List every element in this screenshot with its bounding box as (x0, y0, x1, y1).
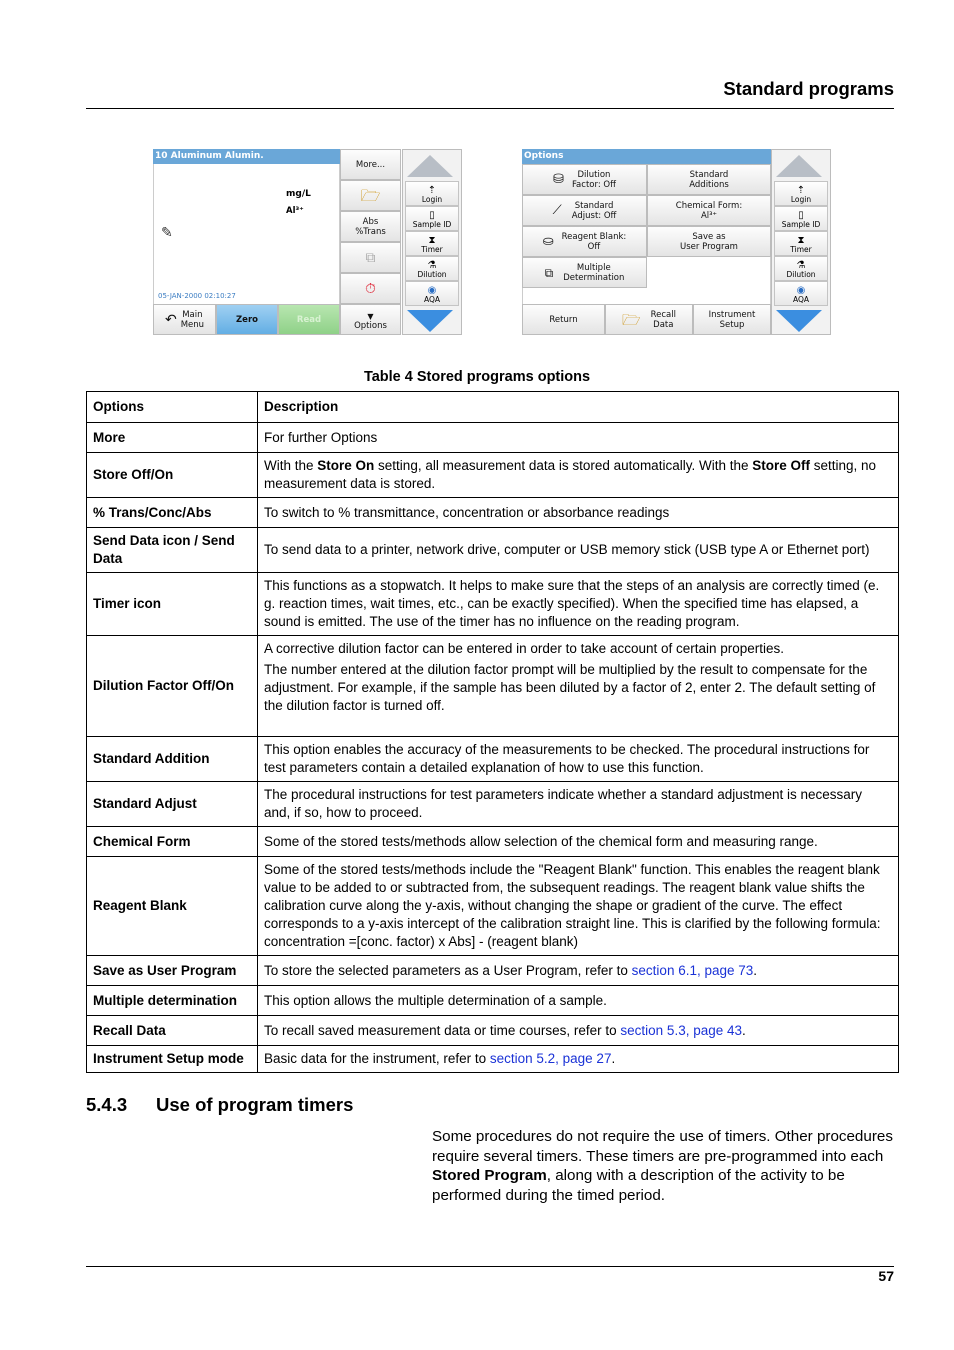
login-icon: ⇡ (427, 185, 437, 196)
multiple-icon: ⧉ (544, 265, 554, 280)
dilution-icon: ⚗ (796, 260, 806, 271)
timer-nav-icon: ⧗ (797, 235, 805, 246)
read-button[interactable] (278, 304, 340, 335)
nav-panel-2 (771, 149, 831, 335)
col-description-header: Description (258, 392, 899, 423)
nav-panel (402, 149, 462, 335)
description-cell: For further Options (258, 423, 899, 453)
table-row (87, 827, 899, 857)
sample-id-label: Sample ID (412, 220, 452, 229)
description-cell: To switch to % transmittance, concentration or absorbance readings (258, 498, 899, 528)
dilution-button[interactable] (405, 256, 459, 281)
login-button[interactable] (774, 181, 828, 206)
options-button[interactable] (340, 304, 401, 335)
option-cell: Reagent Blank (87, 857, 258, 956)
section-number: 5.4.3 (86, 1094, 128, 1115)
description-cell: This option enables the accuracy of the measurements to be checked. The procedural instructions for test parameters contain a detailed explanation of how to use this function. (258, 737, 899, 782)
scroll-up-icon[interactable] (776, 155, 822, 177)
options-label: Options (354, 321, 387, 331)
options-title: Options (522, 149, 771, 164)
description-cell (258, 636, 899, 737)
col-options-header: Options (87, 392, 258, 423)
return-label: Return (549, 314, 578, 325)
table-row (87, 986, 899, 1016)
option-cell: % Trans/Conc/Abs (87, 498, 258, 528)
text-span: To recall saved measurement data or time courses, refer to (264, 1022, 621, 1038)
table-row (87, 1046, 899, 1073)
menu-label: Menu (180, 319, 205, 330)
bold-span: Store Off (752, 458, 810, 473)
scroll-up-icon[interactable] (407, 155, 453, 177)
running-header-title: Standard programs (723, 78, 894, 99)
aqa-label: AQA (423, 295, 441, 304)
vial-icon: ⛀ (542, 233, 554, 249)
program-title: 10 Aluminum Alumin. (153, 149, 340, 164)
blank-line-2: Off (587, 241, 601, 252)
scroll-down-icon[interactable] (776, 310, 822, 332)
options-arrow-icon: ▼ (367, 312, 374, 321)
option-cell: Multiple determination (87, 986, 258, 1016)
table-row (87, 453, 899, 498)
std-add-line-1: Standard (689, 169, 729, 180)
aqa-label: AQA (792, 295, 810, 304)
timer-nav-icon: ⧗ (428, 235, 436, 246)
std-adj-line-1: Standard (574, 200, 614, 211)
text-span: . (742, 1022, 746, 1038)
section-link[interactable]: section 5.3, page 43 (620, 1022, 742, 1038)
text-span: Basic data for the instrument, refer to (264, 1051, 490, 1066)
option-cell: Standard Adjust (87, 782, 258, 827)
save-user-program-button[interactable] (647, 226, 771, 257)
sample-id-icon: ▯ (429, 210, 435, 221)
table-row (87, 956, 899, 986)
body-paragraph (432, 1127, 902, 1205)
sample-id-button[interactable] (774, 206, 828, 231)
chem-line-1: Chemical Form: (675, 200, 743, 211)
dilution-line-2: Factor: Off (571, 179, 616, 190)
abs-trans-button[interactable] (340, 211, 401, 242)
timer-label: Timer (421, 245, 443, 254)
multi-line-2: Determination (563, 272, 625, 283)
setup-line-1: Instrument (708, 309, 756, 320)
bold-span: Store On (317, 458, 375, 473)
login-icon: ⇡ (796, 185, 806, 196)
instrument-setup-button[interactable] (693, 304, 771, 335)
table-row (87, 1016, 899, 1046)
table-caption: Table 4 Stored programs options (363, 369, 591, 385)
folder-icon: 🗁 (622, 310, 641, 329)
description-cell: The procedural instructions for test parameters indicate whether a standard adjustment is necessary and, if so, how to proceed. (258, 782, 899, 827)
reagent-blank-button[interactable] (522, 226, 647, 257)
description-cell (258, 956, 899, 986)
dilution-factor-button[interactable] (522, 164, 647, 195)
send-data-icon[interactable]: ⧉ (340, 242, 401, 273)
description-cell: This option allows the multiple determination of a sample. (258, 986, 899, 1016)
store-folder-icon[interactable]: 🗁 (340, 180, 401, 211)
table-row (87, 528, 899, 573)
timer-nav-button[interactable] (774, 231, 828, 256)
description-paragraph: A corrective dilution factor can be entered in order to take account of certain properties. (264, 641, 785, 656)
chemical-form-button[interactable] (647, 195, 771, 226)
option-cell: Timer icon (87, 573, 258, 636)
section-title: Use of program timers (156, 1094, 354, 1115)
save-line-2: User Program (680, 241, 738, 252)
recall-line-1: Recall (650, 309, 676, 320)
table-row (87, 857, 899, 956)
description-cell: To send data to a printer, network drive, computer or USB memory stick (USB type A or Ethernet port) (258, 528, 899, 573)
option-cell: Instrument Setup mode (87, 1046, 258, 1073)
scroll-down-icon[interactable] (407, 310, 453, 332)
more-label: More... (355, 159, 386, 170)
description-cell: This functions as a stopwatch. It helps to make sure that the steps of an analysis are correctly timed (e. g. reaction times, wait times, etc., can be exactly specified). When the specified time has elapsed, a sound is emitted. The use of the timer has no influence on the reading program. (258, 573, 899, 636)
sample-id-button[interactable] (405, 206, 459, 231)
standard-adjust-button[interactable] (522, 195, 647, 226)
description-cell: Some of the stored tests/methods include the "Reagent Blank" function. This enables the reagent blank value to be added to or subtracted from, the subsequent readings. The reagent blank value shifts the calibration curve along the y-axis, without changing the shape or gradient of the curve. The effect corresponds to a y-axis intercept of the calibration straight line. This is clarified by the following formula: concentration =[conc. factor) x Abs] - (reagent blank) (258, 857, 899, 956)
header-rule (86, 108, 894, 109)
text-span: To store the selected parameters as a User Program, refer to (264, 962, 632, 978)
sample-id-label: Sample ID (781, 220, 821, 229)
description-cell (258, 453, 899, 498)
table-row (87, 737, 899, 782)
multiple-determination-button[interactable] (522, 257, 647, 288)
recall-line-2: Data (653, 319, 674, 330)
text-span: setting, no measurement data is stored. (264, 458, 877, 491)
description-cell (258, 1046, 899, 1073)
option-cell: Store Off/On (87, 453, 258, 498)
option-cell: Chemical Form (87, 827, 258, 857)
recall-data-button[interactable] (605, 304, 693, 335)
text-span: setting, all measurement data is stored automatically. With the (374, 458, 753, 473)
text-span: . (611, 1051, 616, 1066)
aqa-button[interactable] (774, 281, 828, 306)
chem-line-2: Al³⁺ (700, 210, 718, 221)
options-table (86, 391, 899, 1073)
species-label: Al³⁺ (286, 206, 304, 216)
save-line-1: Save as (692, 231, 726, 242)
bold-span: Stored Program (432, 1167, 547, 1184)
footer-rule (86, 1266, 894, 1267)
option-cell: Standard Addition (87, 737, 258, 782)
zero-label: Zero (236, 314, 258, 325)
text-span: Some procedures do not require the use of timers. Other procedures require several timers. These timers are pre-programmed into each (432, 1128, 893, 1165)
dilution-icon: ⚗ (427, 260, 437, 271)
edit-icon[interactable]: ✎ (161, 225, 173, 241)
description-cell (258, 1016, 899, 1046)
section-link[interactable]: section 5.2, page 27 (489, 1051, 612, 1066)
multi-line-1: Multiple (576, 262, 611, 273)
trans-label: %Trans (355, 226, 386, 237)
dilution-line-1: Dilution (577, 169, 611, 180)
more-button[interactable] (340, 149, 401, 180)
screenshot-measurement (153, 149, 462, 335)
dilution-factor-icon: ⛁ (553, 171, 564, 187)
login-label: Login (790, 195, 812, 204)
aqa-icon: ◉ (427, 285, 437, 296)
table-row (87, 423, 899, 453)
table-row (87, 782, 899, 827)
main-menu-button[interactable] (153, 304, 216, 335)
abs-label: Abs (362, 216, 379, 227)
option-cell: Send Data icon / Send Data (87, 528, 258, 573)
login-label: Login (421, 195, 443, 204)
aqa-button[interactable] (405, 281, 459, 306)
standard-additions-button[interactable] (647, 164, 771, 195)
section-link[interactable]: section 6.1, page 73 (631, 962, 754, 978)
option-cell: Save as User Program (87, 956, 258, 986)
main-label: Main (182, 309, 203, 320)
blank-line-1: Reagent Blank: (561, 231, 627, 242)
option-cell: Dilution Factor Off/On (87, 636, 258, 737)
timer-nav-button[interactable] (405, 231, 459, 256)
unit-label: mg/L (286, 189, 311, 199)
section-heading (86, 1094, 353, 1116)
table-row (87, 498, 899, 528)
option-cell: More (87, 423, 258, 453)
text-span: With the (264, 458, 318, 473)
setup-line-2: Setup (719, 319, 745, 330)
std-add-line-2: Additions (689, 179, 729, 190)
graph-icon: ⟋ (552, 202, 562, 218)
dilution-button[interactable] (774, 256, 828, 281)
aqa-icon: ◉ (796, 285, 806, 296)
table-header-row (87, 392, 899, 423)
datetime: 05-JAN-2000 02:10:27 (158, 292, 236, 300)
page-number: 57 (878, 1268, 894, 1284)
back-arrow-icon: ↶ (164, 311, 177, 328)
timer-label: Timer (790, 245, 812, 254)
return-button[interactable] (522, 304, 605, 335)
dilution-label: Dilution (417, 270, 447, 279)
timer-icon[interactable]: ⏱ (340, 273, 401, 304)
text-span: . (753, 962, 758, 978)
option-cell: Recall Data (87, 1016, 258, 1046)
login-button[interactable] (405, 181, 459, 206)
zero-button[interactable] (216, 304, 278, 335)
dilution-label: Dilution (786, 270, 816, 279)
sample-id-icon: ▯ (798, 210, 804, 221)
std-adj-line-2: Adjust: Off (571, 210, 617, 221)
read-label: Read (296, 314, 322, 325)
table-row (87, 573, 899, 636)
text-span: , along with a description of the activity to be performed during the timed period. (432, 1167, 845, 1204)
description-paragraph: The number entered at the dilution factor prompt will be multiplied by the result to compensate for the adjustment. For example, if the sample has been diluted by a factor of 2, enter 2. The default setting of the dilution factor is turned off. (264, 662, 876, 713)
screenshot-options (522, 149, 831, 335)
description-cell: Some of the stored tests/methods allow selection of the chemical form and measuring range. (258, 827, 899, 857)
table-row (87, 636, 899, 737)
